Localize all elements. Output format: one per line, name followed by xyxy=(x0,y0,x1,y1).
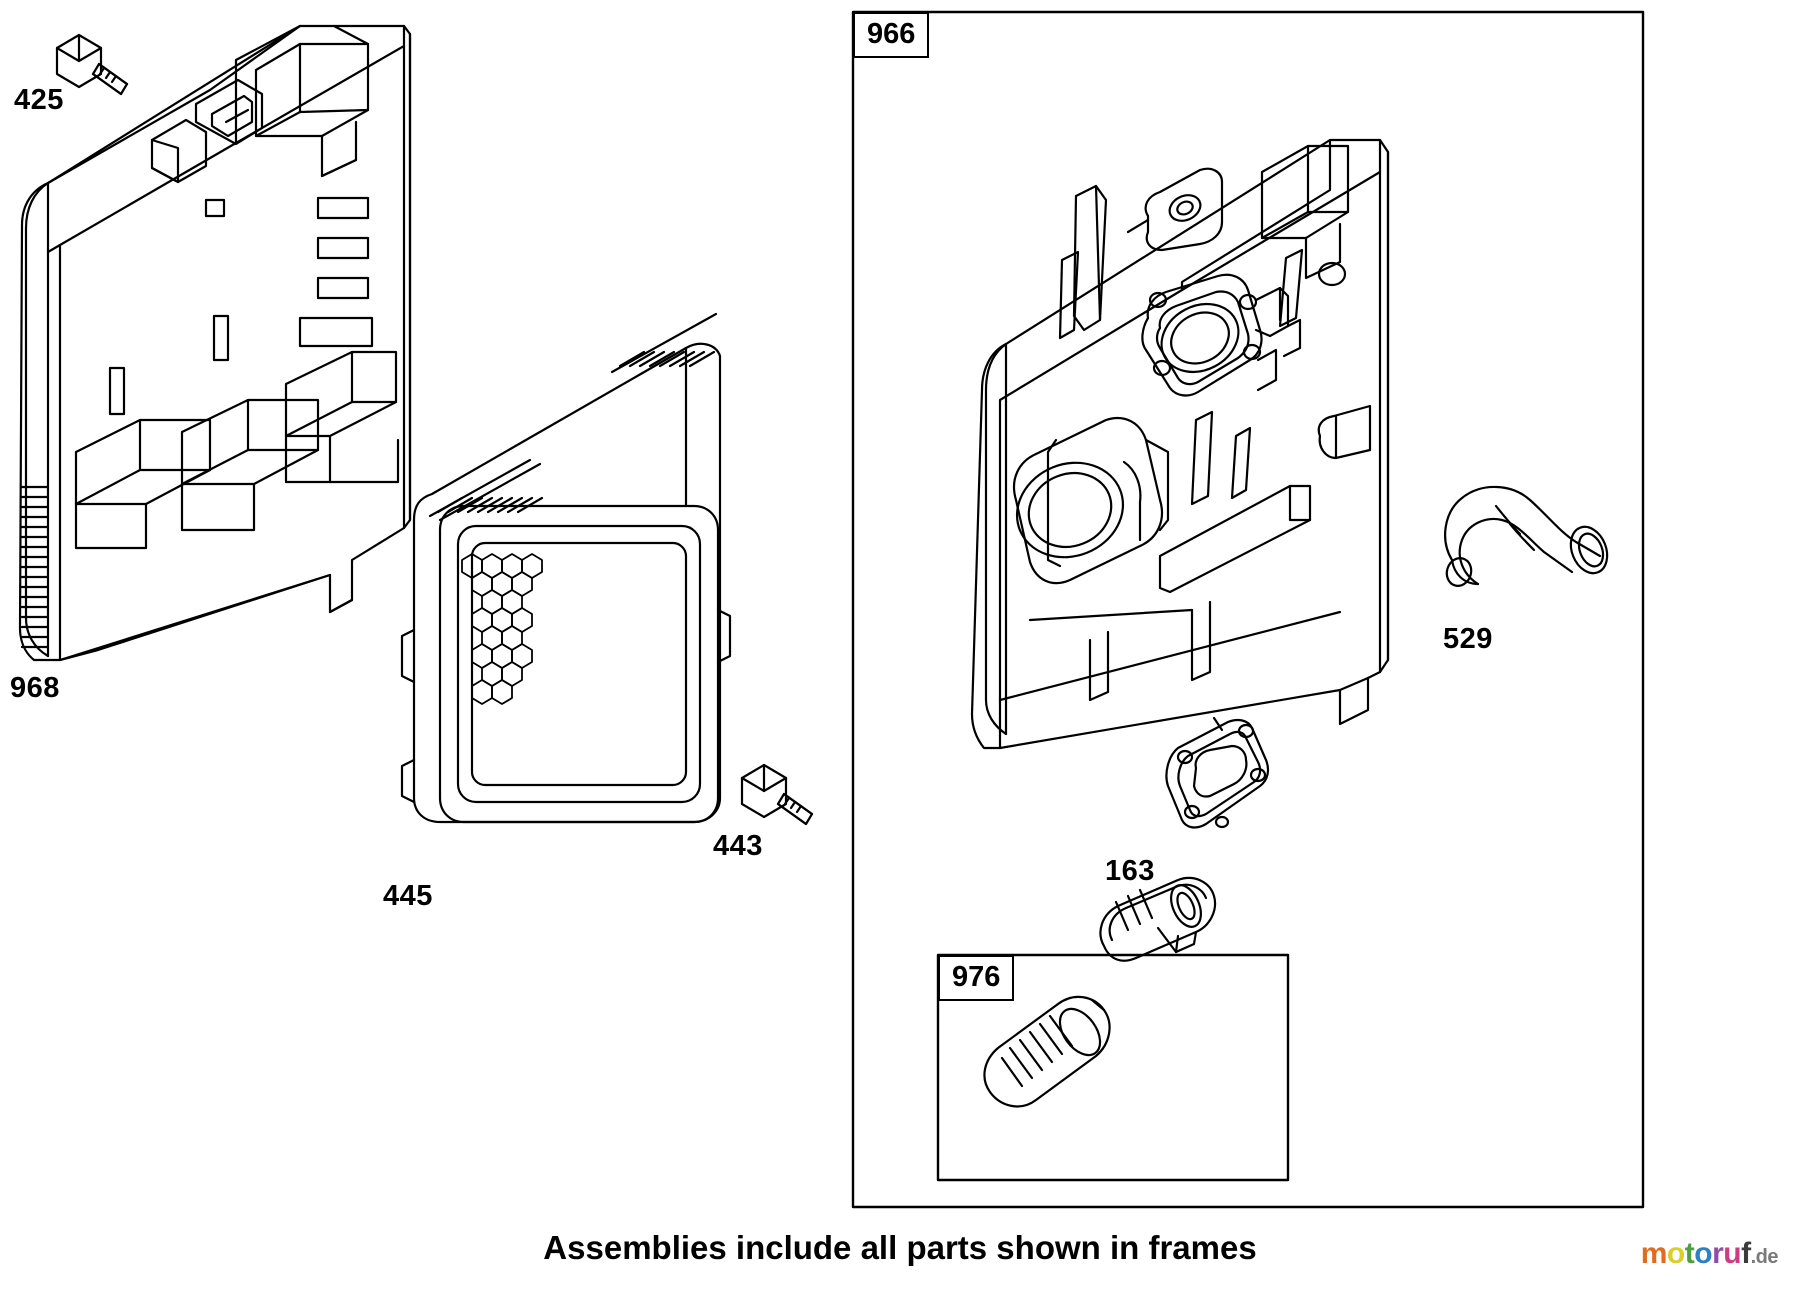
frame-label-976: 976 xyxy=(938,955,1014,1001)
part-966-housing xyxy=(972,140,1388,748)
watermark-letter-r: r xyxy=(1712,1237,1724,1270)
motoruf-watermark xyxy=(1641,1237,1778,1271)
callout-425: 425 xyxy=(14,84,64,116)
callout-968: 968 xyxy=(10,672,60,704)
part-529-elbow xyxy=(1443,487,1613,589)
part-968-housing xyxy=(20,26,410,660)
watermark-letter-o2: o xyxy=(1694,1237,1713,1270)
watermark-letter-o1: o xyxy=(1666,1237,1685,1270)
callout-529: 529 xyxy=(1443,623,1493,655)
part-976-fuel-filter-kit xyxy=(984,878,1215,1106)
callout-443: 443 xyxy=(713,830,763,862)
part-443-bolt xyxy=(742,765,812,824)
watermark-letter-u: u xyxy=(1723,1237,1742,1270)
watermark-tld: .de xyxy=(1750,1246,1778,1268)
frame-label-966: 966 xyxy=(853,12,929,58)
callout-445: 445 xyxy=(383,880,433,912)
watermark-letter-f: f xyxy=(1741,1237,1751,1270)
diagram-caption: Assemblies include all parts shown in frames xyxy=(543,1229,1257,1266)
watermark-letter-t: t xyxy=(1684,1237,1695,1270)
part-445-filter xyxy=(402,314,730,822)
callout-163: 163 xyxy=(1105,855,1155,887)
part-425-bolt xyxy=(57,35,127,94)
part-163-gasket xyxy=(1166,718,1268,827)
watermark-letter-m: m xyxy=(1640,1237,1667,1270)
